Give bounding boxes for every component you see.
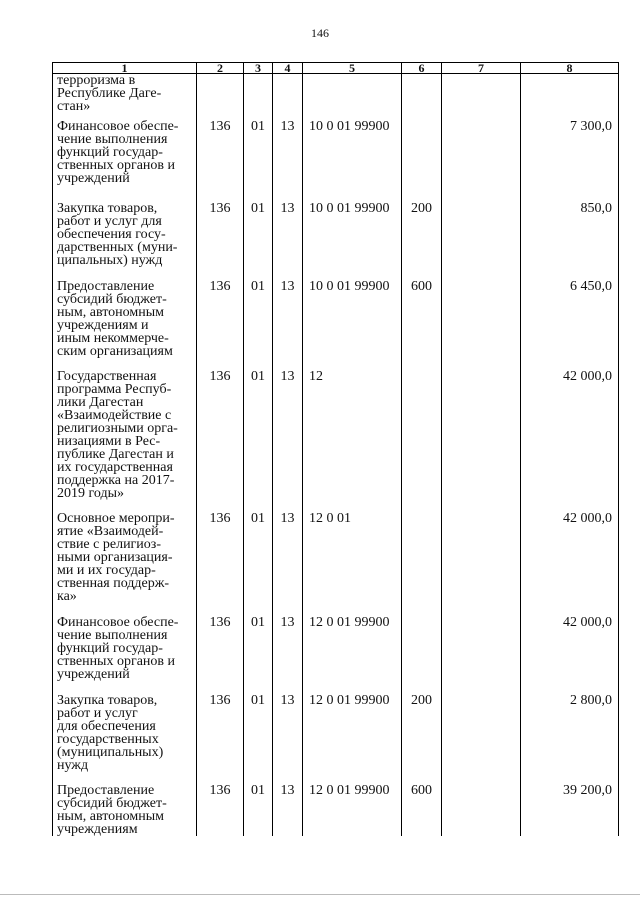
- cell-c3: [244, 74, 273, 117]
- cell-c2: 136: [209, 201, 231, 216]
- cell-c6: 600: [411, 783, 432, 798]
- table-row: [53, 116, 619, 198]
- table-row: [53, 612, 619, 690]
- cell-c6: [402, 508, 441, 512]
- cell-c2: 136: [209, 119, 231, 134]
- cell-c8: 42 000,0: [563, 615, 612, 630]
- cell-c5: 10 0 01 99900: [309, 119, 390, 134]
- cell-c2: 136: [209, 279, 231, 294]
- cell-c2: 136: [209, 615, 231, 630]
- column-header: 6: [402, 63, 442, 74]
- cell-c2: 136: [209, 783, 231, 798]
- cell-c7: [442, 276, 520, 280]
- cell-c5: 12 0 01: [309, 511, 351, 526]
- cell-c6: 200: [411, 693, 432, 708]
- cell-c6: [402, 612, 441, 616]
- cell-c5: 12: [309, 369, 323, 384]
- cell-c8: 42 000,0: [563, 511, 612, 526]
- row-name: Финансовое обеспе- чение выполнения функций государ- ственных органов и учреждений: [57, 119, 179, 186]
- cell-c8: 2 800,0: [570, 693, 612, 708]
- table-row: [53, 690, 619, 780]
- cell-c7: [442, 780, 520, 784]
- cell-c8: 6 450,0: [570, 279, 612, 294]
- cell-c7: [442, 116, 520, 120]
- cell-c3: 01: [251, 511, 265, 526]
- cell-c8: 42 000,0: [563, 369, 612, 384]
- cell-c4: 13: [280, 201, 295, 216]
- budget-table: [52, 62, 619, 836]
- cell-c4: 13: [280, 511, 295, 526]
- cell-c2: 136: [209, 511, 231, 526]
- cell-c2: 136: [209, 369, 231, 384]
- cell-c5: 10 0 01 99900: [309, 201, 390, 216]
- cell-c8: 39 200,0: [563, 783, 612, 798]
- cell-c3: 01: [251, 369, 265, 384]
- cell-c7: [442, 198, 520, 202]
- table-row: [53, 780, 619, 836]
- cell-c3: 01: [251, 119, 265, 134]
- cell-c3: 01: [251, 201, 265, 216]
- cell-c4: 13: [280, 279, 295, 294]
- row-name: Предоставление субсидий бюджет- ным, автономным учреждениям: [57, 783, 167, 837]
- cell-c7: [442, 690, 520, 694]
- cell-c7: [442, 508, 520, 512]
- column-header: 5: [303, 63, 402, 74]
- row-name: Финансовое обеспе- чение выполнения функций государ- ственных органов и учреждений: [57, 615, 179, 682]
- cell-c3: 01: [251, 615, 265, 630]
- cell-c6: [402, 366, 441, 370]
- cell-c7: [442, 612, 520, 616]
- column-header: 1: [53, 63, 197, 74]
- cell-c6: [402, 74, 442, 117]
- page-number: 146: [311, 26, 329, 40]
- table-row: [53, 276, 619, 366]
- column-header: 2: [197, 63, 244, 74]
- cell-c6: 200: [411, 201, 432, 216]
- table-row: [53, 366, 619, 508]
- cell-c2: 136: [209, 693, 231, 708]
- table-row: [53, 508, 619, 612]
- cell-c4: 13: [280, 369, 295, 384]
- cell-c4: 13: [280, 693, 295, 708]
- cell-c4: 13: [280, 615, 295, 630]
- row-name: терроризма в Республике Даге- стан»: [57, 73, 162, 114]
- column-header: 8: [521, 63, 619, 74]
- cell-c2: [197, 74, 244, 117]
- column-header: 7: [442, 63, 521, 74]
- cell-c3: 01: [251, 279, 265, 294]
- row-name: Основное меропри- ятие «Взаимодей- ствие с религиоз- ными организация- ми и их государ- ственная поддерж- ка»: [57, 511, 175, 604]
- cell-c5: 12 0 01 99900: [309, 783, 390, 798]
- cell-c5: [303, 74, 402, 117]
- column-header: 4: [273, 63, 303, 74]
- cell-c5: 12 0 01 99900: [309, 693, 390, 708]
- cell-c4: 13: [280, 783, 295, 798]
- table-row: [53, 74, 619, 117]
- row-name: Государственная программа Респуб- лики Дагестан «Взаимодействие с религиозными орга- низациями в Рес- публике Дагестан и их государственная поддержка на 2017- 2019 годы»: [57, 369, 178, 501]
- cell-c6: 600: [411, 279, 432, 294]
- cell-c6: [402, 116, 441, 120]
- row-name: Закупка товаров, работ и услуг для обеспечения государственных (муниципальных) нужд: [57, 693, 164, 773]
- row-name: Предоставление субсидий бюджет- ным, автономным учреждениям и иным некоммерче- ским организациям: [57, 279, 173, 359]
- cell-c5: 12 0 01 99900: [309, 615, 390, 630]
- column-header: 3: [244, 63, 273, 74]
- cell-c8: 850,0: [580, 201, 612, 216]
- cell-c7: [442, 74, 521, 117]
- cell-c3: 01: [251, 693, 265, 708]
- cell-c5: 10 0 01 99900: [309, 279, 390, 294]
- cell-c4: [273, 74, 303, 117]
- cell-c8: 7 300,0: [570, 119, 612, 134]
- cell-c7: [442, 366, 520, 370]
- table-row: [53, 198, 619, 276]
- cell-c4: 13: [280, 119, 295, 134]
- cell-c8: [521, 74, 619, 117]
- cell-c3: 01: [251, 783, 265, 798]
- header-row: [53, 63, 619, 74]
- row-name: Закупка товаров, работ и услуг для обеспечения госу- дарственных (муни- ципальных) нужд: [57, 201, 178, 268]
- scan-bottom-edge: [0, 894, 640, 895]
